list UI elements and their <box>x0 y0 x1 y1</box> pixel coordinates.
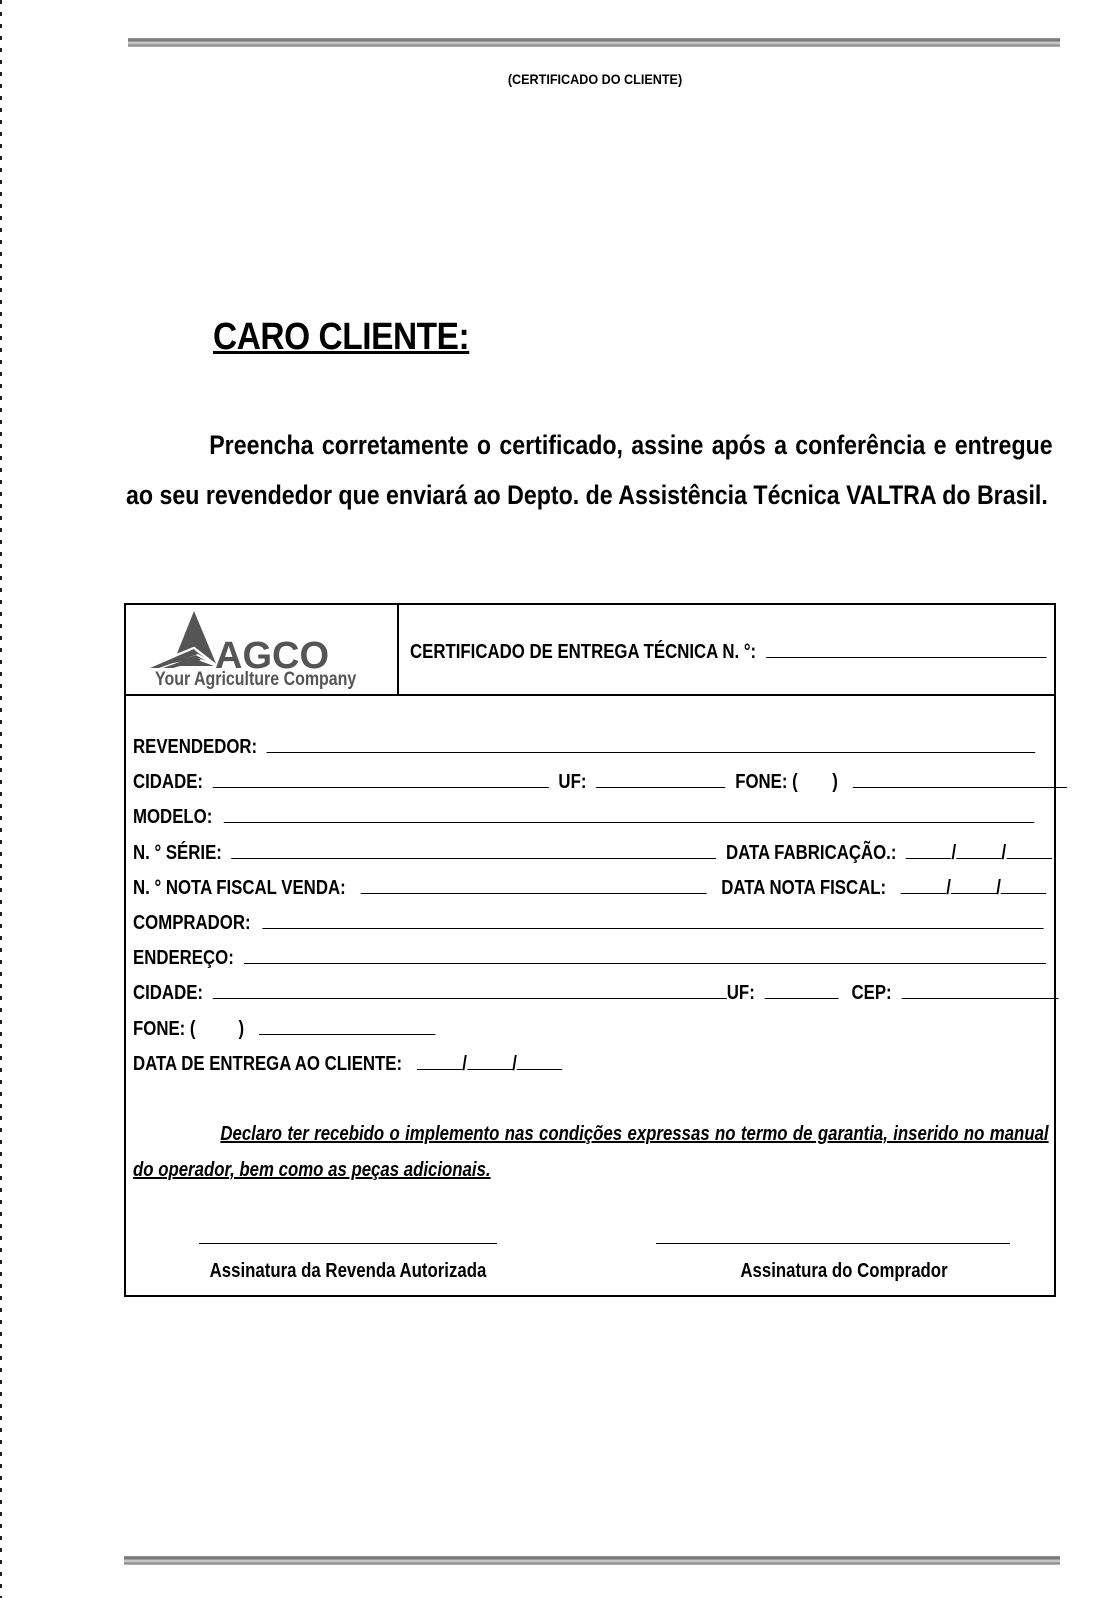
buyer-signature-line[interactable] <box>656 1243 1010 1244</box>
form-row-cidade-cep <box>133 976 1040 1011</box>
fone-comprador-field[interactable] <box>259 1018 435 1035</box>
uf-label: UF: <box>726 982 755 1005</box>
certificate-number-field[interactable] <box>766 641 1047 658</box>
header-caption: (CERTIFICADO DO CLIENTE) <box>507 71 683 87</box>
data-fabricacao-month-field[interactable] <box>956 842 1001 859</box>
date-separator: / <box>946 876 951 899</box>
date-separator: / <box>462 1052 467 1075</box>
fone-label: FONE: ( <box>735 771 798 794</box>
form-row-fone <box>133 1012 1040 1047</box>
form-row-endereco <box>133 941 1040 976</box>
nota-fiscal-label: N. ° NOTA FISCAL VENDA: <box>133 876 346 899</box>
revendedor-label: REVENDEDOR: <box>133 736 258 758</box>
cidade-comprador-field[interactable] <box>213 982 727 999</box>
form-row-cidade <box>133 765 1040 800</box>
data-fabricacao-day-field[interactable] <box>906 842 951 859</box>
cep-field[interactable] <box>901 982 1058 999</box>
cidade-label: CIDADE: <box>133 771 204 794</box>
form-row-serie <box>133 836 1040 871</box>
svg-text:AGCO: AGCO <box>215 635 329 677</box>
declaration-text: Declaro ter recebido o implemento nas condições expressas no termo de garantia, inserido no manual do operador, bem como as peças adicionais. <box>133 1123 1049 1181</box>
revendedor-field[interactable] <box>267 736 1036 753</box>
cut-guide-line <box>0 0 2 1598</box>
data-entrega-day-field[interactable] <box>417 1053 462 1070</box>
modelo-label: MODELO: <box>133 806 213 829</box>
date-separator: / <box>951 841 957 864</box>
certificate-header <box>126 605 1054 696</box>
comprador-field[interactable] <box>262 912 1043 929</box>
form-row-data-entrega <box>133 1047 1040 1082</box>
uf-comprador-field[interactable] <box>765 982 839 999</box>
nota-fiscal-field[interactable] <box>360 877 706 894</box>
fone-close-paren: ) <box>238 1017 245 1040</box>
form-row-nota-fiscal <box>133 871 1040 906</box>
page-title: CARO CLIENTE: <box>213 316 470 358</box>
form-row-comprador <box>133 906 1040 941</box>
form-row-modelo <box>133 800 1040 835</box>
certificate-number-row <box>410 641 1032 664</box>
fone-area-code-field[interactable] <box>200 1019 234 1035</box>
footer-rule <box>124 1556 1060 1565</box>
data-nota-fiscal-label: DATA NOTA FISCAL: <box>721 876 887 899</box>
cidade-field[interactable] <box>213 771 549 788</box>
fone-area-code-field[interactable] <box>802 772 827 788</box>
data-nota-year-field[interactable] <box>1001 877 1046 894</box>
form-row-revendedor <box>133 730 1040 765</box>
data-nota-day-field[interactable] <box>901 877 946 894</box>
date-separator: / <box>1001 841 1007 864</box>
delivery-certificate-form <box>124 603 1056 1297</box>
data-fabricacao-year-field[interactable] <box>1006 842 1051 859</box>
logo-tagline: Your Agriculture Company <box>155 669 357 690</box>
serie-field[interactable] <box>232 842 717 859</box>
comprador-label: COMPRADOR: <box>133 911 251 934</box>
cidade-label: CIDADE: <box>133 982 204 1005</box>
fone-label: FONE: ( <box>133 1017 196 1040</box>
data-fabricacao-label: DATA FABRICAÇÃO.: <box>725 841 897 864</box>
agco-logo <box>126 605 399 694</box>
buyer-signature-label: Assinatura do Comprador <box>740 1260 948 1282</box>
intro-paragraph: Preencha corretamente o certificado, assine após a conferência e entregue ao seu revendedor que enviará ao Depto. de Assistência Técnica VALTRA do Brasil. <box>126 430 1053 510</box>
fone-close-paren: ) <box>832 771 838 794</box>
fone-field[interactable] <box>853 771 1067 788</box>
uf-label: UF: <box>558 771 587 794</box>
form-fields <box>133 730 1040 1082</box>
uf-field[interactable] <box>596 771 725 788</box>
data-entrega-year-field[interactable] <box>517 1053 562 1070</box>
cep-label: CEP: <box>851 982 892 1005</box>
data-entrega-month-field[interactable] <box>467 1053 512 1070</box>
endereco-label: ENDEREÇO: <box>133 947 234 970</box>
certificate-number-label: CERTIFICADO DE ENTREGA TÉCNICA N. °: <box>410 641 757 663</box>
date-separator: / <box>996 876 1001 899</box>
modelo-field[interactable] <box>224 806 1035 823</box>
date-separator: / <box>512 1052 517 1075</box>
endereco-field[interactable] <box>244 947 1046 964</box>
serie-label: N. ° SÉRIE: <box>133 841 222 864</box>
data-entrega-label: DATA DE ENTREGA AO CLIENTE: <box>133 1052 403 1075</box>
dealer-signature-label: Assinatura da Revenda Autorizada <box>209 1260 487 1282</box>
data-nota-month-field[interactable] <box>951 877 996 894</box>
dealer-signature-line[interactable] <box>199 1243 497 1244</box>
header-rule <box>128 38 1060 47</box>
